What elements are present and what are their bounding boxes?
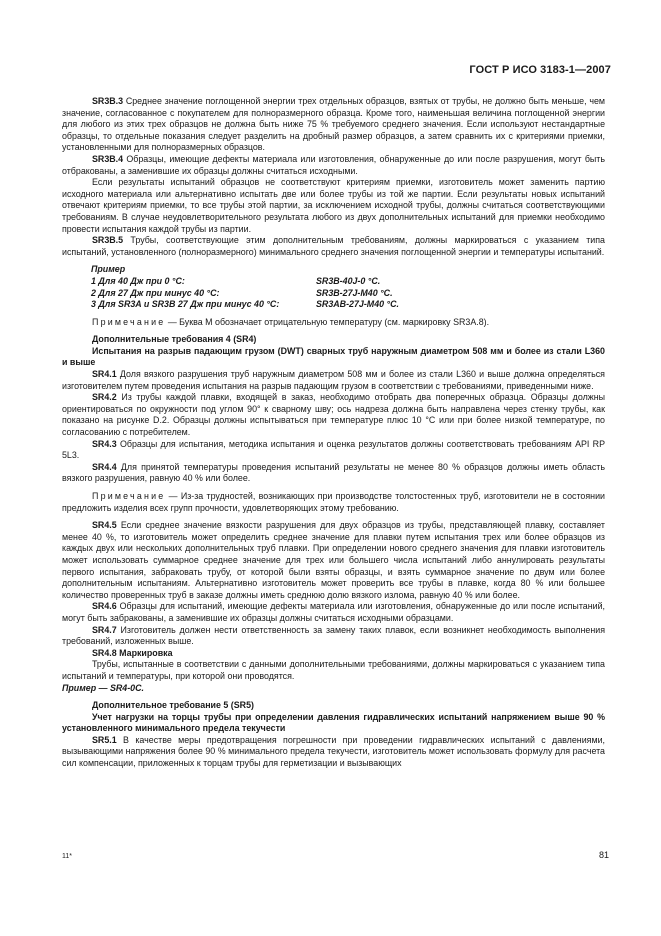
- paragraph-sr4-6: [62, 601, 605, 624]
- page-number: 81: [598, 850, 609, 860]
- clause-number: SR3B.4: [92, 153, 124, 164]
- paragraph-text: Трубы, соответствующие этим дополнительным требованиям, должны маркироваться с указанием типа испытаний, установленного (полноразмерного) минимального среднего значения поглощенной энергии и температуры испытаний.: [62, 235, 605, 257]
- note-label: Примечание: [92, 491, 166, 501]
- example-row: [91, 299, 605, 311]
- page-body: [62, 96, 605, 770]
- section-heading-sr5: Дополнительное требование 5 (SR5): [92, 700, 254, 711]
- paragraph-text: Образцы для испытаний, имеющие дефекты материала или изготовления, обнаруженные до или после испытаний, могут быть забракованы, а заменившие их образцы должны считаться исходными образцами.: [62, 601, 605, 623]
- clause-number: SR4.6: [92, 601, 117, 612]
- example-row: [91, 276, 605, 288]
- paragraph-text: Доля вязкого разрушения труб наружным диаметром 508 мм и более из стали L360 и выше должна определяться изготовителем путем проведения испытания на разрыв падающим грузом в соответствии с требованиями, приведенными ниже.: [62, 369, 605, 391]
- example-left: 2 Для 27 Дж при минус 40 °С:: [91, 287, 220, 298]
- clause-number: SR3B.5: [92, 235, 124, 246]
- clause-number: SR3B.3: [92, 96, 124, 106]
- paragraph-text: Из трубы каждой плавки, входящей в заказ, необходимо отобрать два поперечных образца. Образцы должны ориентироваться по окружности под углом 90° к сварному шву; ось надреза должна быть направлена через стенку трубы, как показано на рисунке D.2. Образцы должны испытываться при температуре плюс 10 °С или при более низкой температуре, по согласованию с потребителем.: [62, 392, 605, 438]
- paragraph-text: Среднее значение поглощенной энергии трех отдельных образцов, взятых от трубы, не должно быть меньше, чем значение, согласованное с покупателем для полноразмерного образца. Кроме того, наименьшая величина поглощенной энергии для любого из этих трех образцов не должна быть ниже 75 % требуемого среднего значения. Если используют нестандартные образцы, то отдельные показания следует разделить на дробный размер образцов, а затем сравнить их с критериями приемки, установленными для полноразмерных образцов.: [62, 96, 605, 153]
- clause-number: SR4.4: [92, 461, 117, 472]
- paragraph-text: Образцы, имеющие дефекты материала или изготовления, обнаруженные до или после разрушения, могут быть отбракованы, а заменившие их образцы должны считаться исходными.: [62, 153, 605, 176]
- paragraph-text: Для принятой температуры проведения испытаний результаты не менее 80 % образцов должны иметь область вязкого разрушения, равную 40 % или более.: [62, 461, 605, 484]
- example-right: SR3B-27J-M40 °C.: [316, 287, 393, 298]
- paragraph-sr4-2: [62, 392, 605, 438]
- paragraph-text: В качестве меры предотвращения погрешности при проведении гидравлических испытаний с давлениями, вызывающими напряжения более 90 % минимального предела текучести, изготовитель может использовать формулу для расчета сил компенсации, приложенных к торцам трубы для герметизации и вызывающих: [62, 734, 605, 769]
- subsection-heading-sr4-8: SR4.8 Маркировка: [92, 647, 173, 658]
- paragraph-text: Изготовитель должен нести ответственность за замену таких плавок, если возникнет необходимость выполнения требований, изложенных выше.: [62, 624, 605, 647]
- clause-number: SR4.2: [92, 392, 117, 403]
- note-text: — Из-за трудностей, возникающих при производстве толстостенных труб, изготовители не в состоянии предложить изделия всех групп прочности, удовлетворяющих этому требованию.: [62, 491, 605, 513]
- paragraph-text: Образцы для испытания, методика испытания и оценка результатов должны соответствовать требованиям API RP 5L3.: [62, 438, 605, 461]
- paragraph-sr3b3: [62, 96, 605, 154]
- example-right: SR3AB-27J-M40 °C.: [316, 299, 399, 310]
- paragraph-sr3b4-2: Если результаты испытаний образцов не соответствуют критериям приемки, изготовитель может заменить партию исходного материала или альтернативно испытать две или более трубы из той же партии. Если результаты новых испытаний отвечают критериям приемки, то все трубы этой партии, за исключением исходной трубы, должны считаться соответствующими требованиям. В случае неудовлетворительного результата любого из двух дополнительных испытаний для приемки необходимо провести испытания каждой трубы из партии.: [62, 177, 605, 234]
- paragraph-sr4-5: [62, 520, 605, 601]
- example-title: Пример: [91, 264, 126, 275]
- paragraph-sr4-3: [62, 439, 605, 462]
- note-1: [62, 317, 605, 329]
- section-heading-sr4: Дополнительные требования 4 (SR4): [92, 334, 257, 345]
- clause-number: SR4.1: [92, 369, 117, 380]
- document-header: ГОСТ Р ИСО 3183-1—2007: [469, 64, 611, 76]
- example-left: 3 Для SR3A и SR3B 27 Дж при минус 40 °С:: [91, 299, 280, 310]
- clause-number: SR4.5: [92, 520, 117, 531]
- example-row: [91, 288, 605, 300]
- section-subheading-sr4: Испытания на разрыв падающим грузом (DWT) сварных труб наружным диаметром 508 мм и более из стали L360 и выше: [62, 345, 605, 368]
- paragraph-sr4-8: Трубы, испытанные в соответствии с данными дополнительными требованиями, должны маркироваться с указанием типа испытаний и температуры, при которой они проводятся.: [62, 659, 605, 681]
- paragraph-sr3b5: [62, 235, 605, 258]
- paragraph-sr5-1: [62, 735, 605, 770]
- paragraph-sr3b4: [62, 154, 605, 177]
- clause-number: SR5.1: [92, 734, 117, 745]
- note-2: [62, 491, 605, 514]
- clause-number: SR4.3: [92, 438, 117, 449]
- footer-signature-mark: 11*: [62, 853, 72, 860]
- note-label: Примечание: [92, 316, 166, 327]
- example-sr4: Пример — SR4-0C.: [62, 682, 144, 693]
- example-block: [91, 264, 605, 310]
- paragraph-text: Если среднее значение вязкости разрушения для двух образцов из трубы, представляющей плавку, составляет менее 40 %, то изготовитель может определить среднее значение для плавки путем испытания трех или более образцов из каждых двух или нескольких дополнительных труб плавки. При определении нового среднего значения для плавки изготовитель может использовать суммарное среднее значение для трех или большего числа испытаний либо аннулировать результаты первого испытания, забраковать трубу, от которой были взяты образцы, и взять суммарное значение по двум или более дополнительным испытаниям. Альтернативно изготовитель может проверить все трубы в плавке, когда 80 % или большее количество проверенных труб в заказе должны иметь среднюю долю вязкого излома, равную 40 % или более.: [62, 520, 605, 600]
- paragraph-sr4-7: [62, 625, 605, 648]
- paragraph-sr4-1: [62, 369, 605, 392]
- example-left: 1 Для 40 Дж при 0 °С:: [91, 275, 185, 286]
- note-text: — Буква М обозначает отрицательную температуру (см. маркировку SR3A.8).: [165, 316, 490, 327]
- section-subheading-sr5: Учет нагрузки на торцы трубы при определении давления гидравлических испытаний напряжением выше 90 % установленного минимального предела текучести: [62, 711, 605, 734]
- example-right: SR3B-40J-0 °C.: [316, 275, 381, 286]
- paragraph-sr4-4: [62, 462, 605, 485]
- clause-number: SR4.7: [92, 624, 117, 635]
